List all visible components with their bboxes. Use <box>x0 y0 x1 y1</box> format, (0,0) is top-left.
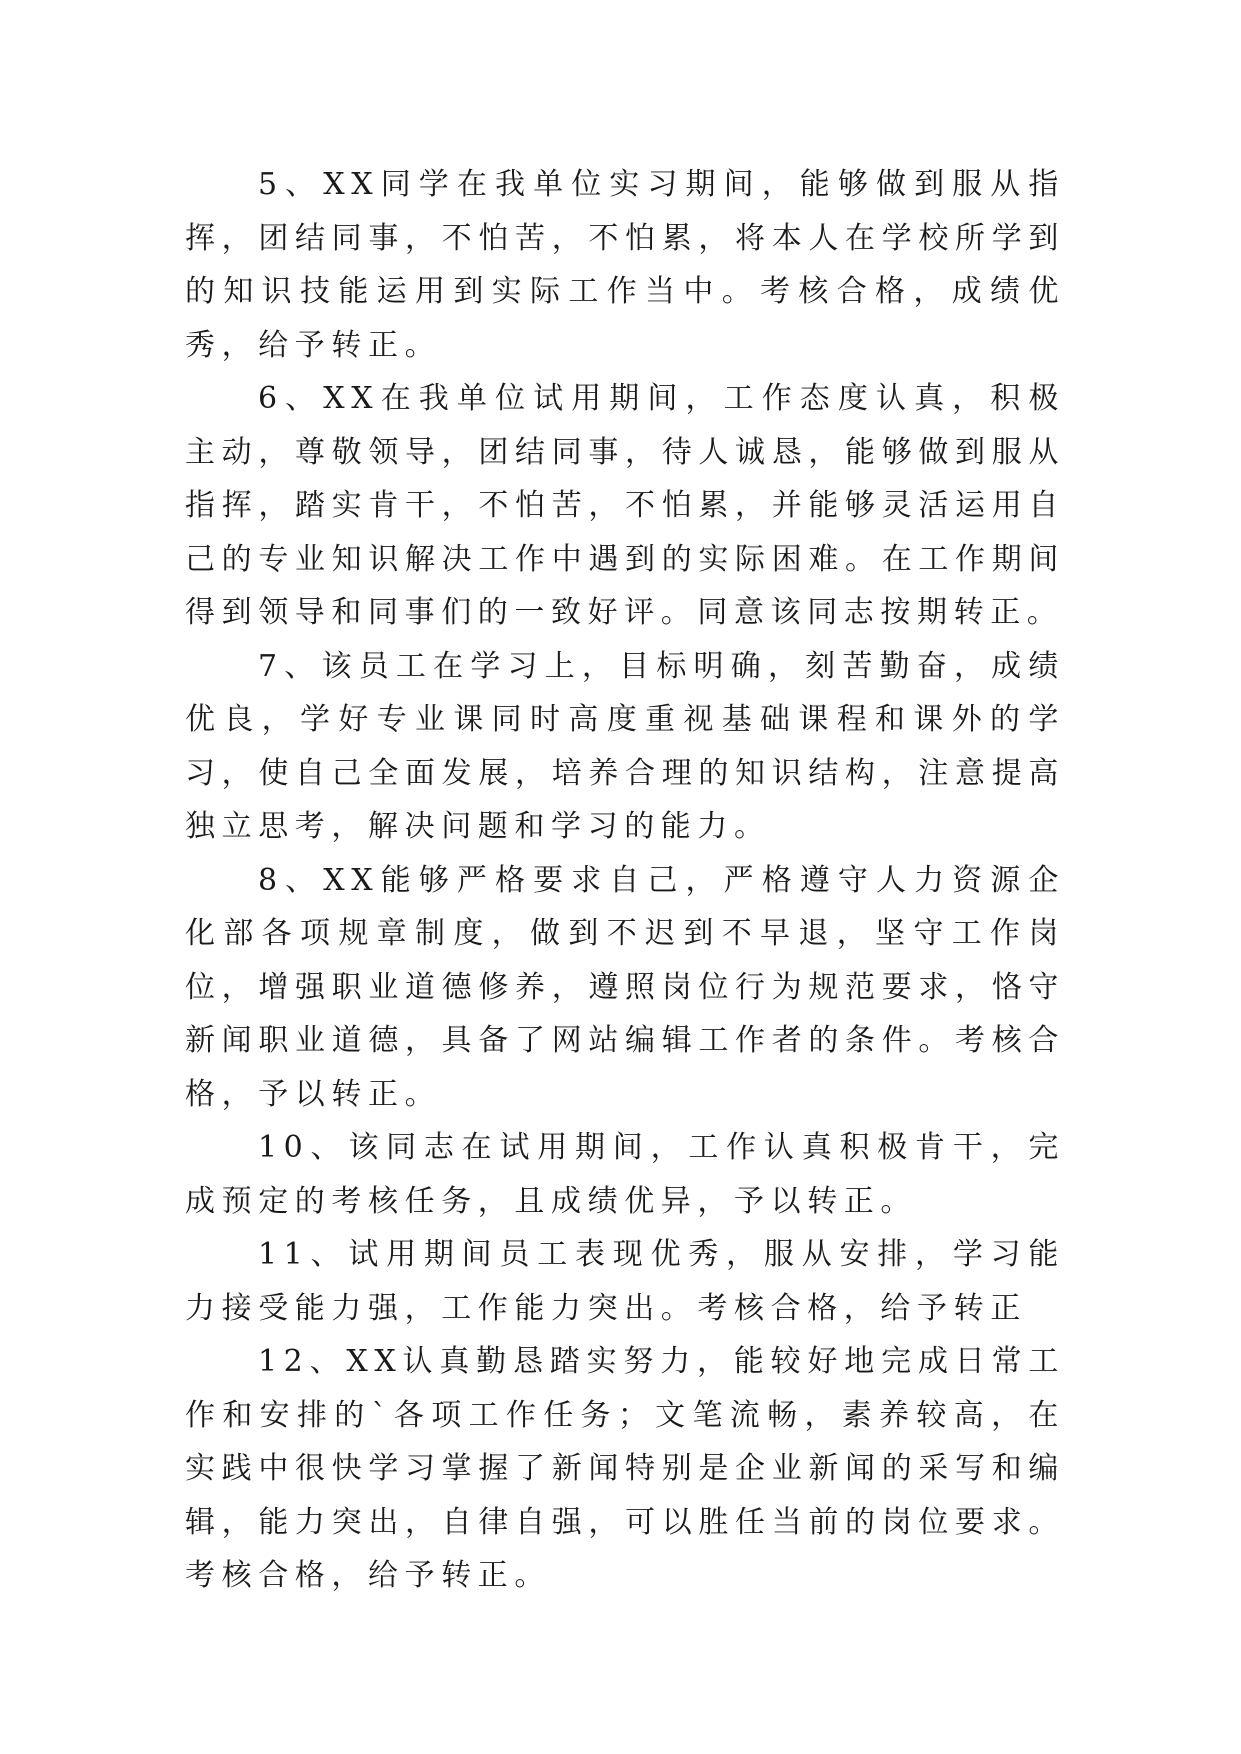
paragraph-6: 6、XX在我单位试用期间，工作态度认真，积极主动，尊敬领导，团结同事，待人诚恳，能够做到服从指挥，踏实肯干，不怕苦，不怕累，并能够灵活运用自己的专业知识解决工作中遇到的实际困难。在工作期间得到领导和同事们的一致好评。同意该同志按期转正。 <box>185 381 1065 630</box>
paragraph-8: 8、XX能够严格要求自己，严格遵守人力资源企化部各项规章制度，做到不迟到不早退，坚守工作岗位，增强职业道德修养，遵照岗位行为规范要求，恪守新闻职业道德，具备了网站编辑工作者的条件。考核合格，予以转正。 <box>185 862 1065 1112</box>
paragraph-12: 12、XX认真勤恳踏实努力，能较好地完成日常工作和安排的`各项工作任务；文笔流畅，素养较高，在实践中很快学习掌握了新闻特别是企业新闻的采写和编辑，能力突出，自律自强，可以胜任当前的岗位要求。考核合格，给予转正。 <box>185 1344 1065 1593</box>
paragraph-10: 10、该同志在试用期间，工作认真积极肯干，完成预定的考核任务，且成绩优异，予以转正。 <box>185 1130 1065 1219</box>
paragraph-5: 5、XX同学在我单位实习期间，能够做到服从指挥，团结同事，不怕苦，不怕累，将本人在学校所学到的知识技能运用到实际工作当中。考核合格，成绩优秀，给予转正。 <box>185 167 1065 363</box>
paragraph-11: 11、试用期间员工表现优秀，服从安排，学习能力接受能力强，工作能力突出。考核合格，给予转正 <box>185 1237 1065 1326</box>
paragraph-7: 7、该员工在学习上，目标明确，刻苦勤奋，成绩优良，学好专业课同时高度重视基础课程和课外的学习，使自己全面发展，培养合理的知识结构，注意提高独立思考，解决问题和学习的能力。 <box>185 648 1065 844</box>
document-body <box>185 158 1065 1603</box>
